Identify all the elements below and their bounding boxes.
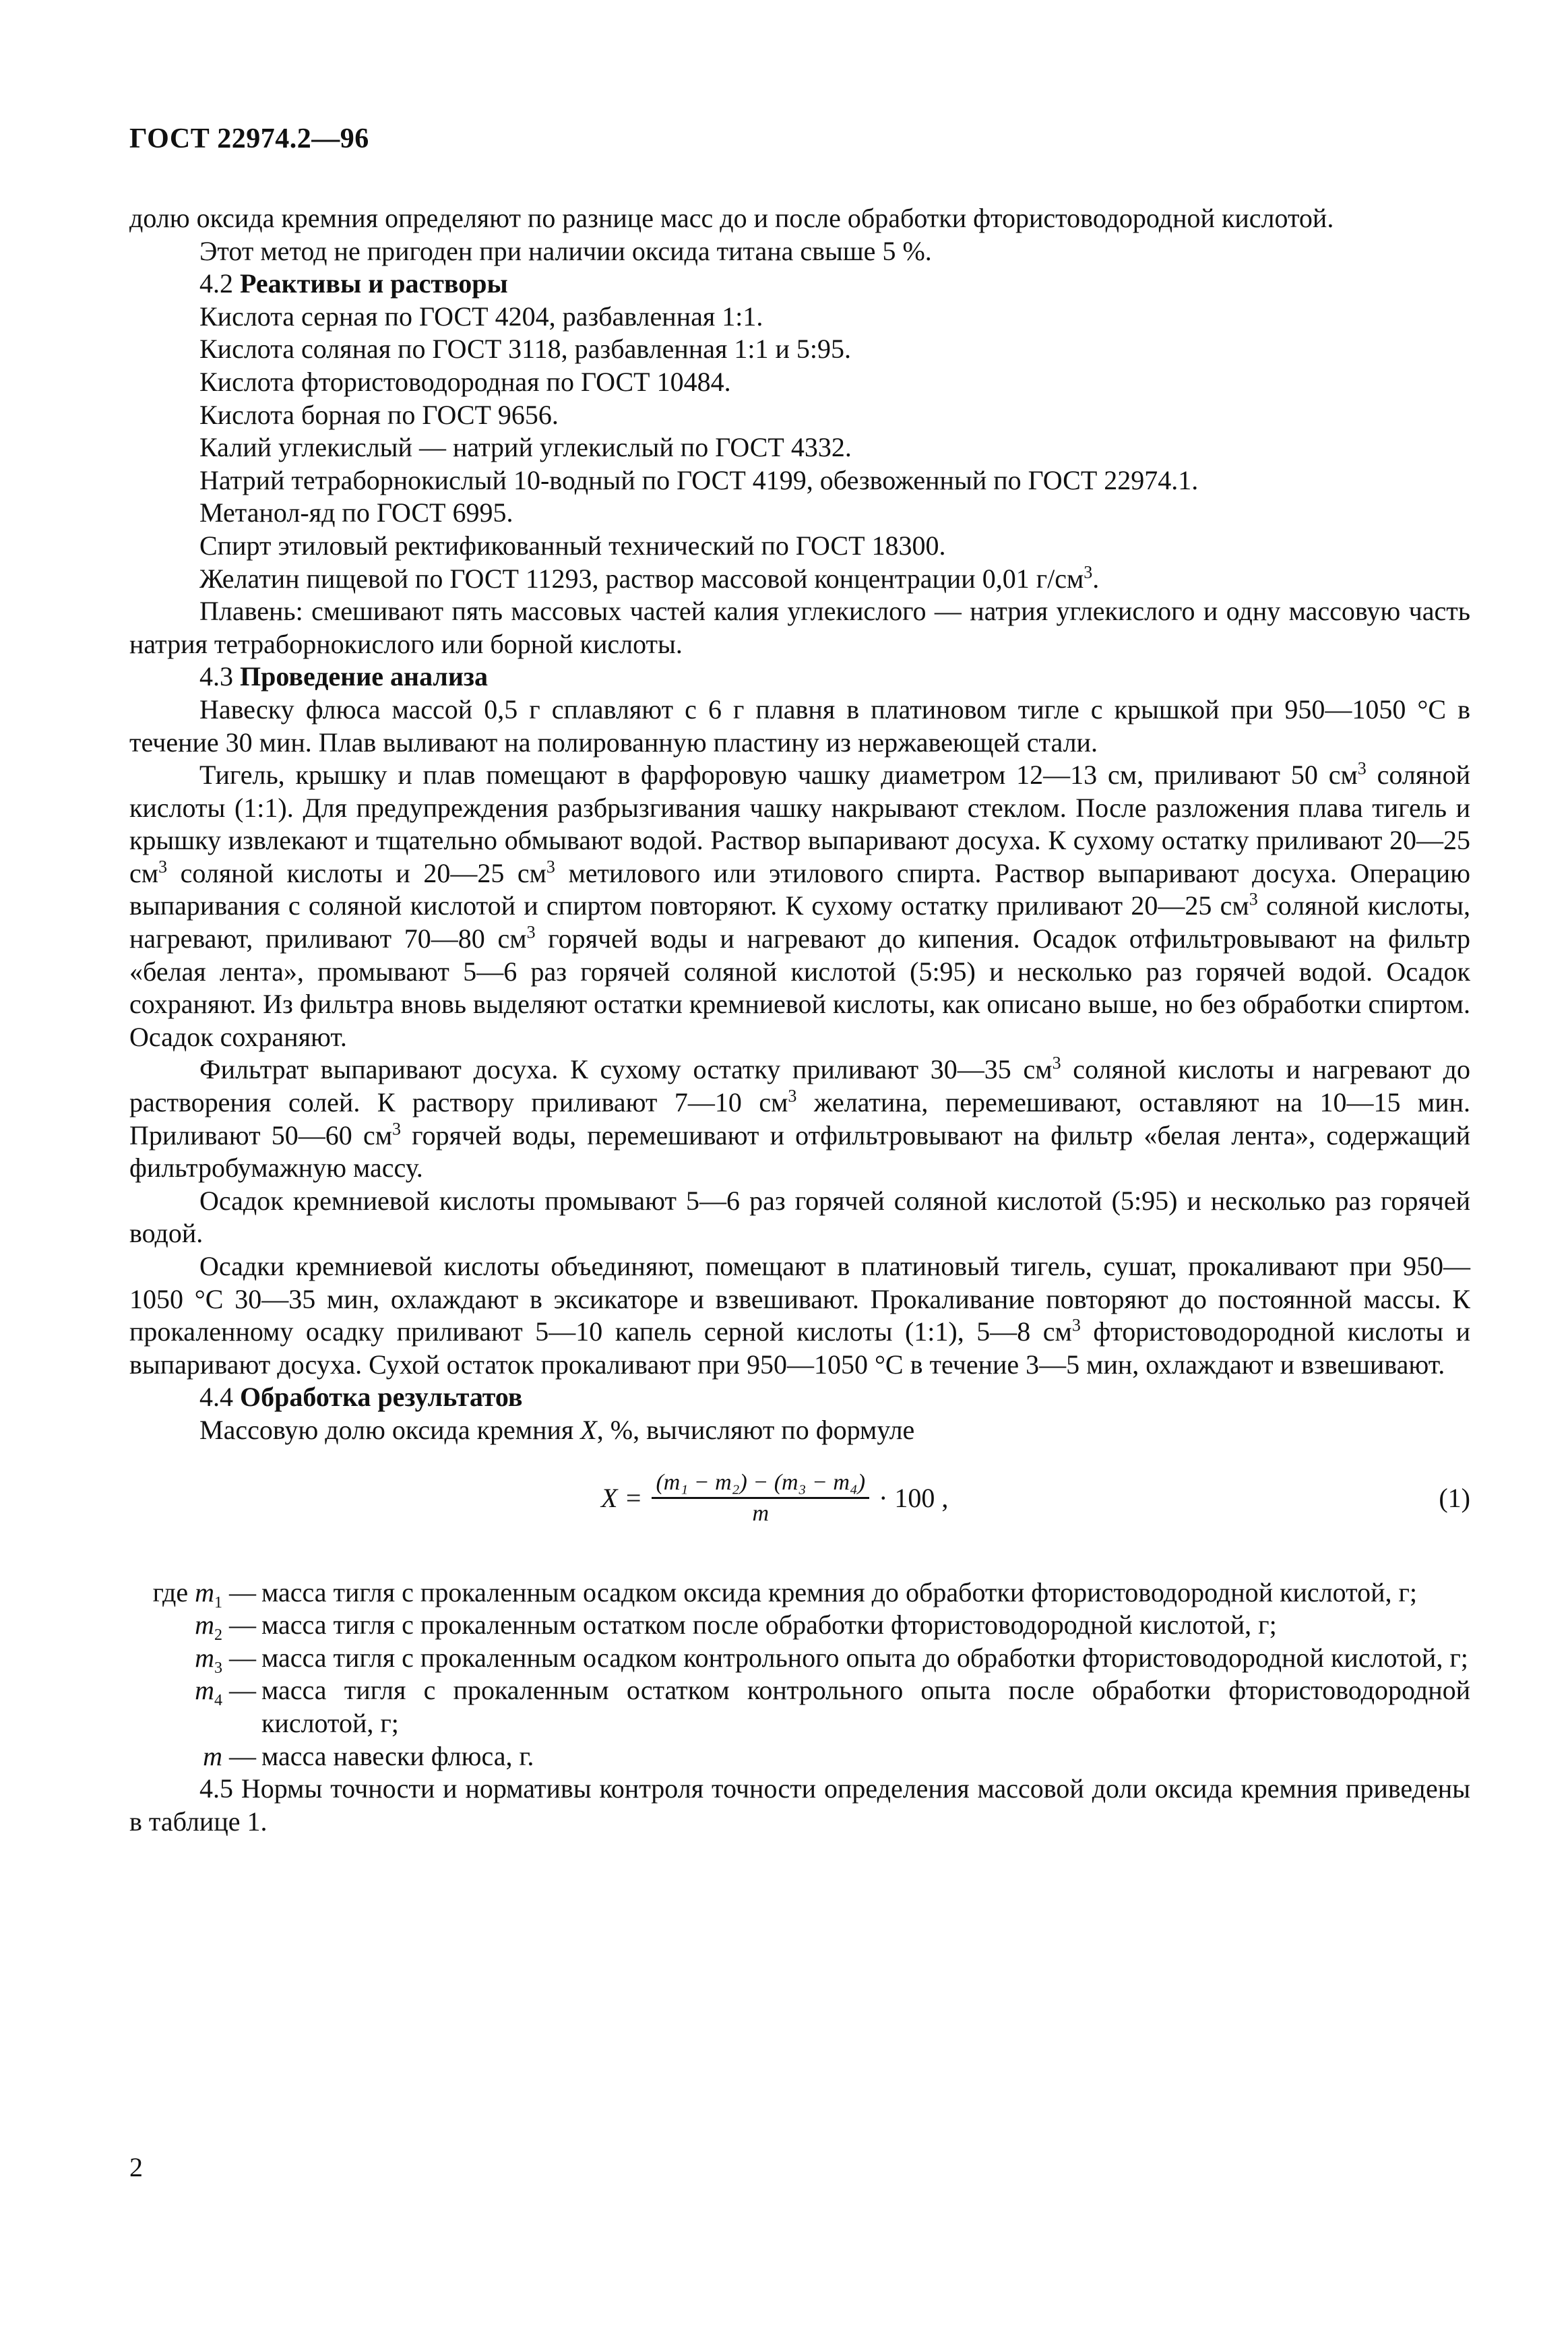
section-title: Проведение анализа — [240, 661, 488, 692]
paragraph: Этот метод не пригоден при наличии оксида титана свыше 5 %. — [199, 235, 932, 266]
formula-numerator: (m₁ − m₂) − (m₃ − m₄) — [652, 1469, 869, 1499]
formula-denominator: m — [752, 1500, 770, 1526]
definition-item: где $m_1$ — масса тигля с прокаленным осадком оксида кремния до обработки фтористоводородной кислотой, г; — [152, 1576, 1417, 1612]
reagent-item: Спирт этиловый ректификованный технический по ГОСТ 18300. — [199, 530, 946, 561]
reagent-item: Кислота соляная по ГОСТ 3118, разбавленная 1:1 и 5:95. — [199, 334, 852, 365]
document-body — [129, 202, 1470, 1838]
formula — [601, 1469, 948, 1529]
formula-lhs: X = — [601, 1482, 643, 1513]
paragraph: Навеску флюса массой 0,5 г сплавляют с 6 г плавня в платиновом тигле с крышкой при 950—1050 °С в течение 30 мин. Плав выливают на полированную пластину из нержавеющей стали. — [129, 694, 1470, 758]
section-number: 4.2 — [199, 268, 233, 299]
formula-block — [129, 1454, 1470, 1555]
variable-definitions — [129, 1576, 1470, 1773]
reagent-item: Калий углекислый — натрий углекислый по ГОСТ 4332. — [199, 432, 852, 463]
paragraph: Осадок кремниевой кислоты промывают 5—6 раз горячей соляной кислотой (5:95) и несколько раз горячей водой. — [129, 1185, 1470, 1249]
formula-fraction — [652, 1469, 869, 1529]
reagent-item: Метанол-яд по ГОСТ 6995. — [199, 497, 513, 528]
section-heading-4-3 — [129, 661, 1470, 694]
document-code: ГОСТ 22974.2—96 — [129, 123, 369, 154]
page-number: 2 — [129, 2152, 143, 2182]
section-number: 4.3 — [199, 661, 233, 692]
reagent-item: Желатин пищевой по ГОСТ 11293, раствор массовой концентрации 0,01 $г/см^3$. — [199, 562, 1100, 594]
paragraph: Осадки кремниевой кислоты объединяют, помещают в платиновый тигель, сушат, прокаливают при 950—1050 °С 30—35 мин, охлаждают в эксикаторе и взвешивают. Прокаливание повторяют до постоянной массы. К прокаленному осадку приливают 5—10 капель серной кислоты (1:1), 5—8 $см^3$ фтористоводородной кислоты и выпаривают досуха. Сухой остаток прокаливают при 950—1050 °С в течение 3—5 мин, охлаждают и взвешивают. — [129, 1251, 1470, 1380]
section-title: Обработка результатов — [240, 1382, 523, 1413]
paragraph: Тигель, крышку и плав помещают в фарфоровую чашку диаметром 12—13 см, приливают 50 $см^3$ соляной кислоты (1:1). Для предупреждения разбрызгивания чашку накрывают стеклом. После разложения плава тигель и крышку извлекают и тщательно обмывают водой. Раствор выпаривают досуха. К сухому остатку приливают 20—25 $см^3$ соляной кислоты и 20—25 $см^3$ метилового или этилового спирта. Раствор выпаривают досуха. Операцию выпаривания с соляной кислотой и спиртом повторяют. К сухому остатку приливают 20—25 $см^3$ соляной кислоты, нагревают, приливают 70—80 $см^3$ горячей воды и нагревают до кипения. Осадок отфильтровывают на фильтр «белая лента», промывают 5—6 раз горячей соляной кислотой (5:95) и несколько раз горячей водой. Осадок сохраняют. Из фильтра вновь выделяют остатки кремниевой кислоты, как описано выше, но без обработки спиртом. Осадок сохраняют. — [129, 758, 1471, 1052]
definition-item: m — масса навески флюса, г. — [203, 1740, 534, 1771]
section-heading-4-2 — [129, 268, 1470, 301]
section-number: 4.4 — [199, 1382, 233, 1413]
flux-description: Плавень: смешивают пять массовых частей калия углекислого — натрия углекислого и одну массовую часть натрия тетраборнокислого или борной кислоты. — [129, 596, 1470, 659]
reagent-item: Кислота серная по ГОСТ 4204, разбавленная 1:1. — [199, 301, 763, 332]
paragraph: Фильтрат выпаривают досуха. К сухому остатку приливают 30—35 $см^3$ соляной кислоты и нагревают до растворения солей. К раствору приливают 7—10 $см^3$ желатина, перемешивают, оставляют на 10—15 мин. Приливают 50—60 $см^3$ горячей воды, перемешивают и отфильтровывают на фильтр «белая лента», содержащий фильтробумажную массу. — [129, 1053, 1471, 1184]
formula-intro: Массовую долю оксида кремния X, %, вычисляют по формуле — [199, 1414, 915, 1445]
definition-item: $m_4$ — масса тигля с прокаленным остатком контрольного опыта после обработки фтористоводородной кислотой, г; — [195, 1675, 1470, 1738]
reagent-item: Натрий тетраборнокислый 10-водный по ГОСТ 4199, обезвоженный по ГОСТ 22974.1. — [199, 464, 1199, 495]
paragraph: долю оксида кремния определяют по разнице масс до и после обработки фтористоводородной кислотой. — [129, 203, 1334, 233]
reagent-item: Кислота борная по ГОСТ 9656. — [199, 399, 559, 430]
section-4-5: 4.5 Нормы точности и нормативы контроля точности определения массовой доли оксида кремния приведены в таблице 1. — [129, 1773, 1470, 1837]
formula-tail: · 100 , — [879, 1482, 949, 1513]
definition-item: $m_3$ — масса тигля с прокаленным осадком контрольного опыта до обработки фтористоводородной кислотой, г; — [195, 1642, 1468, 1677]
equation-number: (1) — [1439, 1482, 1470, 1513]
section-heading-4-4 — [129, 1381, 1470, 1414]
section-title: Реактивы и растворы — [240, 268, 508, 299]
reagent-item: Кислота фтористоводородная по ГОСТ 10484. — [199, 366, 731, 397]
definition-item: $m_2$ — масса тигля с прокаленным остатком после обработки фтористоводородной кислотой, г; — [195, 1609, 1277, 1645]
